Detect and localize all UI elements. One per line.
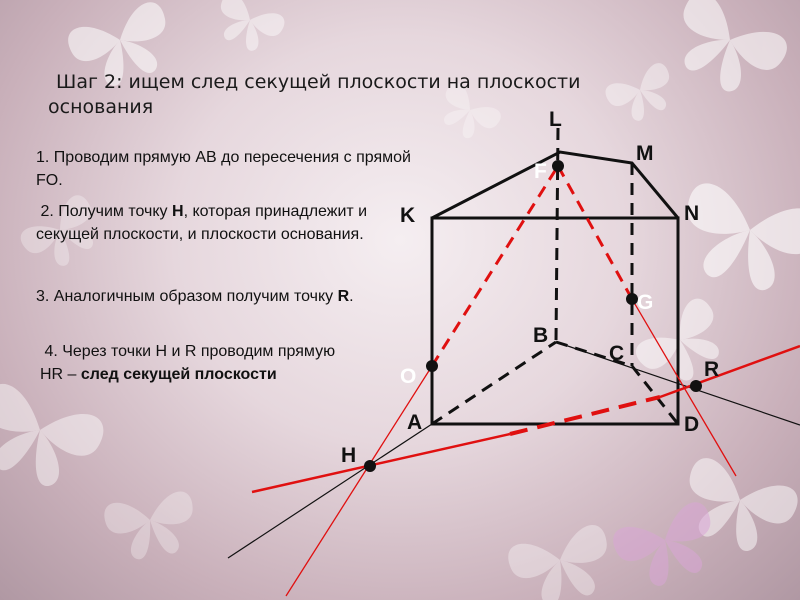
label-c: C: [609, 342, 625, 365]
label-n: N: [684, 202, 700, 225]
prism-edges: [432, 152, 678, 424]
front-face: [432, 218, 678, 424]
edge-ab: [432, 342, 556, 424]
label-k: K: [400, 204, 416, 227]
step-4-trace: след секущей плоскости: [80, 366, 277, 383]
line-fo-extension: [286, 366, 432, 596]
step-4-pre: 4. Через точки Н и R проводим прямую HR –: [40, 343, 336, 383]
label-d: D: [684, 413, 700, 436]
edge-cd: [632, 366, 678, 424]
trace-hr-dashed: [510, 397, 660, 434]
label-a: A: [407, 411, 423, 434]
step-2-point-h: Н: [172, 203, 184, 220]
slide-title: Шаг 2: ищем след секущей плоскости на плоскости основания: [48, 71, 581, 118]
section-lines: [252, 166, 800, 596]
point-o-marker: [426, 360, 438, 372]
label-f: F: [534, 160, 547, 183]
label-r: R: [704, 358, 720, 381]
trace-hr-left: [252, 434, 510, 492]
label-h: H: [341, 444, 357, 467]
step-1-text: 1. Проводим прямую АВ до пересечения с прямой FO.: [36, 149, 411, 189]
label-b: B: [533, 324, 549, 347]
step-3-point-r: R: [337, 288, 350, 305]
point-labels: [341, 108, 719, 467]
step-3-pre: 3. Аналогичным образом получим точку: [36, 288, 338, 305]
point-r-marker: [690, 380, 702, 392]
trace-hr-right: [660, 346, 800, 397]
line-fg-dashed: [558, 166, 632, 299]
step-2-post: , которая принадлежит и секущей плоскости, и плоскости основания.: [36, 203, 368, 243]
label-o: O: [400, 365, 417, 388]
label-g: G: [637, 291, 654, 314]
point-h-marker: [364, 460, 376, 472]
step-3-post: .: [349, 288, 354, 305]
label-m: M: [636, 142, 654, 165]
point-f-marker: [552, 160, 564, 172]
label-l: L: [549, 108, 562, 131]
step-2-pre: 2. Получим точку: [40, 203, 172, 220]
